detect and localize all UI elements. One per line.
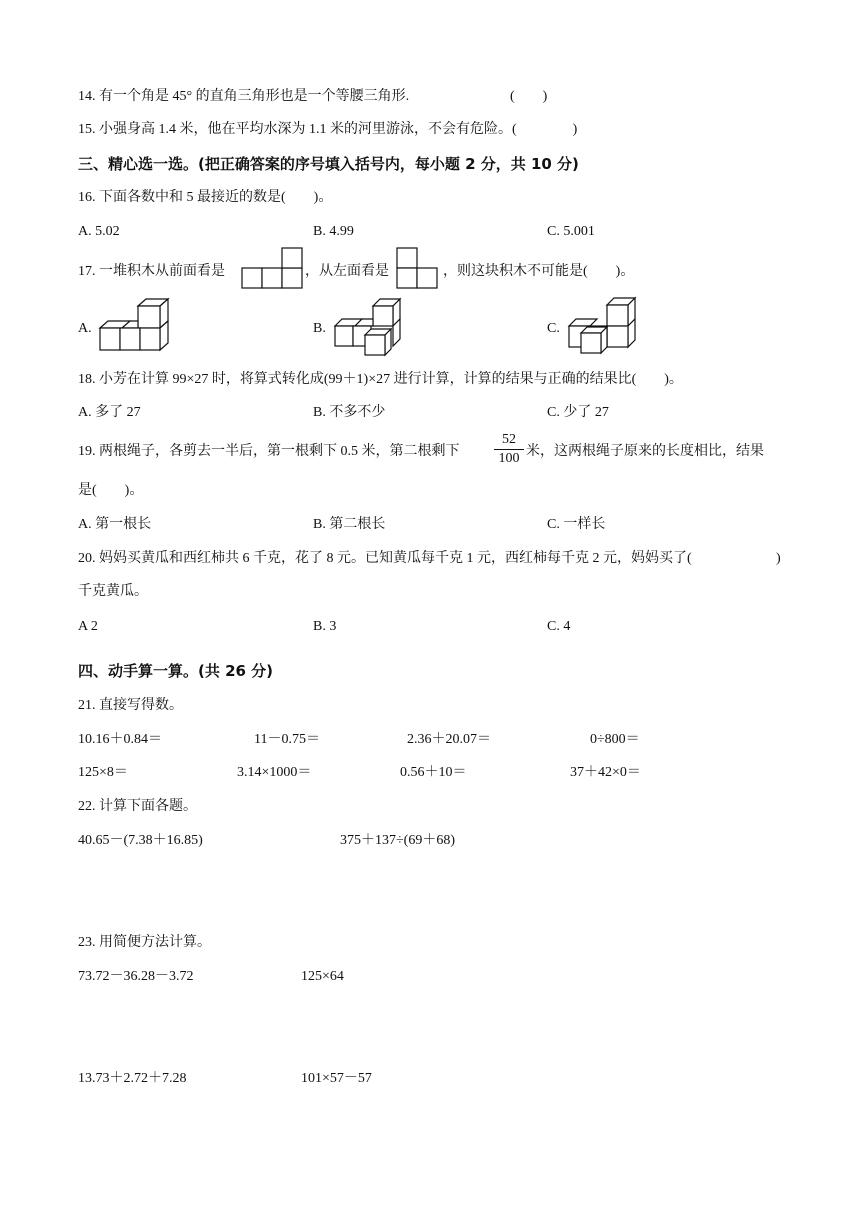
option-17-c-label: C. bbox=[547, 321, 560, 336]
question-20-paren-end: ) bbox=[776, 551, 781, 566]
q21-expr-3: 2.36＋20.07＝ bbox=[407, 732, 491, 747]
q21-expr-1: 10.16＋0.84＝ bbox=[78, 732, 162, 747]
option-17-b-figure bbox=[333, 298, 403, 356]
option-17-c-figure bbox=[567, 297, 639, 355]
q22-item-1: 40.65－(7.38＋16.85) bbox=[78, 833, 203, 848]
option-17-a-figure bbox=[98, 298, 172, 354]
question-19-part2: 米，这两根绳子原来的长度相比，结果 bbox=[526, 444, 764, 459]
question-20-part1: 20. 妈妈买黄瓜和西红柿共 6 千克，花了 8 元。已知黄瓜每千克 1 元，西红柿每千克 2 元，妈妈买了( bbox=[78, 551, 692, 566]
option-19-a: A. 第一根长 bbox=[78, 517, 152, 532]
option-16-a: A. 5.02 bbox=[78, 224, 120, 239]
question-22: 22. 计算下面各题。 bbox=[78, 799, 197, 814]
question-23: 23. 用简便方法计算。 bbox=[78, 935, 211, 950]
fraction-bar bbox=[494, 449, 524, 450]
fraction-denominator: 100 bbox=[498, 451, 520, 466]
q21-expr-8: 37＋42×0＝ bbox=[570, 765, 641, 780]
front-view-figure bbox=[241, 247, 303, 291]
section-4-heading: 四、动手算一算。(共 26 分) bbox=[78, 662, 274, 680]
question-17-part3: ，则这块积木不可能是( )。 bbox=[443, 264, 635, 279]
question-17-part1: 17. 一堆积木从前面看是 bbox=[78, 264, 225, 279]
q21-expr-6: 3.14×1000＝ bbox=[237, 765, 312, 780]
q21-expr-2: 11－0.75＝ bbox=[254, 732, 320, 747]
fraction-numerator: 52 bbox=[502, 432, 516, 447]
question-20-part2: 千克黄瓜。 bbox=[78, 584, 148, 599]
q23-item-4: 101×57－57 bbox=[301, 1071, 372, 1086]
q21-expr-7: 0.56＋10＝ bbox=[400, 765, 467, 780]
left-view-figure bbox=[396, 247, 440, 291]
q21-expr-4: 0÷800＝ bbox=[590, 732, 640, 747]
option-20-a: A 2 bbox=[78, 619, 98, 634]
option-18-b: B. 不多不少 bbox=[313, 405, 386, 420]
q22-item-2: 375＋137÷(69＋68) bbox=[340, 833, 456, 848]
option-16-b: B. 4.99 bbox=[313, 224, 354, 239]
q23-item-1: 73.72－36.28－3.72 bbox=[78, 969, 194, 984]
question-15: 15. 小强身高 1.4 米，他在平均水深为 1.1 米的河里游泳，不会有危险。( ) bbox=[78, 122, 578, 137]
option-17-a-label: A. bbox=[78, 321, 92, 336]
question-19-part3: 是( )。 bbox=[78, 483, 144, 498]
answer-paren-14: ( ) bbox=[510, 89, 548, 104]
question-14: 14. 有一个角是 45° 的直角三角形也是一个等腰三角形. bbox=[78, 89, 410, 104]
option-18-c: C. 少了 27 bbox=[547, 405, 609, 420]
option-20-c: C. 4 bbox=[547, 619, 571, 634]
q23-item-3: 13.73＋2.72＋7.28 bbox=[78, 1071, 187, 1086]
question-21: 21. 直接写得数。 bbox=[78, 698, 183, 713]
section-3-heading: 三、精心选一选。(把正确答案的序号填入括号内，每小题 2 分，共 10 分) bbox=[78, 155, 579, 173]
question-19-part1: 19. 两根绳子，各剪去一半后，第一根剩下 0.5 米，第二根剩下 bbox=[78, 444, 460, 459]
question-18: 18. 小芳在计算 99×27 时，将算式转化成(99＋1)×27 进行计算，计算的结果与正确的结果比( )。 bbox=[78, 372, 683, 387]
option-19-c: C. 一样长 bbox=[547, 517, 606, 532]
q23-item-2: 125×64 bbox=[301, 969, 344, 984]
question-17-part2: ，从左面看是 bbox=[305, 264, 389, 279]
q21-expr-5: 125×8＝ bbox=[78, 765, 128, 780]
option-19-b: B. 第二根长 bbox=[313, 517, 386, 532]
question-16: 16. 下面各数中和 5 最接近的数是( )。 bbox=[78, 190, 333, 205]
option-16-c: C. 5.001 bbox=[547, 224, 595, 239]
fraction-52-100 bbox=[494, 432, 524, 467]
option-20-b: B. 3 bbox=[313, 619, 337, 634]
option-17-b-label: B. bbox=[313, 321, 326, 336]
option-18-a: A. 多了 27 bbox=[78, 405, 141, 420]
